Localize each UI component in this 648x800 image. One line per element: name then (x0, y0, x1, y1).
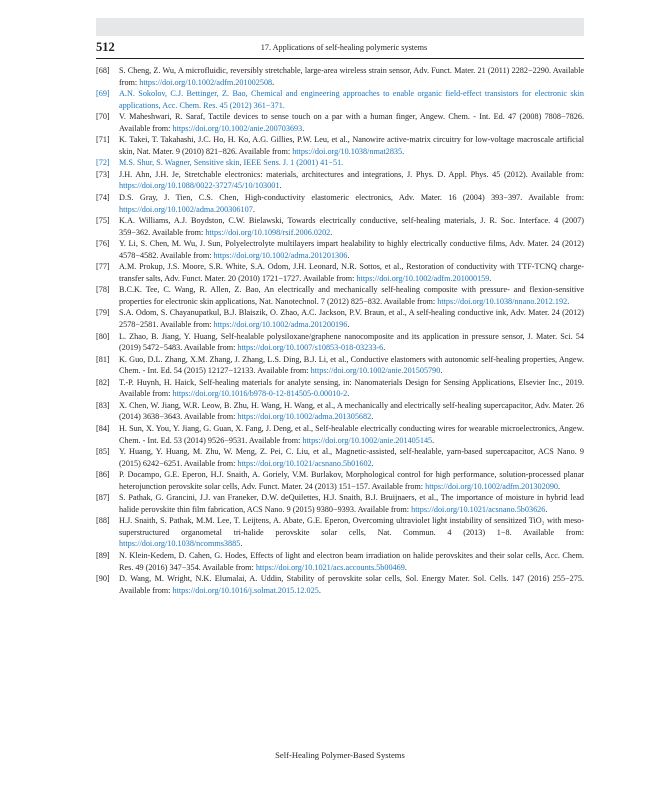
reference-text: D. Wang, M. Wright, N.K. Elumalai, A. Uddin, Stability of perovskite solar cells, Sol. Energy Mater. Sol. Cells. 147 (2016) 255−275. Available from: (119, 574, 584, 595)
reference-item (96, 261, 584, 284)
reference-item (96, 88, 584, 111)
reference-item (96, 515, 584, 550)
reference-item (96, 192, 584, 215)
reference-item (96, 331, 584, 354)
reference-text: X. Chen, W. Jiang, W.R. Leow, B. Zhu, H. Wang, H. Wang, et al., A mechanically and electrically self-healing supercapacitor, Adv. Mater. 26 (2014) 3638−3643. Available from: (119, 400, 584, 422)
reference-end-punctuation: . (545, 504, 548, 514)
reference-item (96, 307, 584, 330)
reference-item (96, 111, 584, 134)
reference-item (96, 134, 584, 157)
doi-link[interactable]: https://doi.org/10.1038/nmat2835 (292, 146, 403, 156)
reference-end-punctuation: . (489, 273, 492, 283)
doi-link[interactable]: https://doi.org/10.1016/b978-0-12-814505-0.00010-2 (172, 389, 348, 399)
reference-end-punctuation: . (347, 389, 350, 399)
reference-end-punctuation: . (440, 366, 443, 376)
doi-link[interactable]: https://doi.org/10.1002/adfm.201002508 (139, 77, 273, 87)
reference-text: K. Guo, D.L. Zhang, X.M. Zhang, J. Zhang, L.S. Ding, B.J. Li, et al., Conductive elastomers with autonomic self-healing properties, Angew. Chem. - Int. Ed. 54 (2015) 12127−12133. Available from: (119, 354, 584, 376)
reference-item (96, 238, 584, 261)
reference-text: Y. Huang, Y. Huang, M. Zhu, W. Meng, Z. Pei, C. Liu, et al., Magnetic-assisted, self-healable, yarn-based supercapacitor, ACS Nano. 9 (2015) 6242−6251. Available from: (119, 447, 584, 468)
reference-number: [81] (96, 354, 110, 364)
doi-link[interactable]: https://doi.org/10.1088/0022-3727/45/10/103001 (119, 181, 280, 191)
reference-number: [80] (96, 331, 110, 341)
running-head: 17. Applications of self-healing polymeric systems (260, 43, 428, 52)
doi-link[interactable]: https://doi.org/10.1002/anie.200703693 (172, 123, 303, 133)
reference-item (96, 492, 584, 515)
page-number: 512 (96, 40, 115, 54)
reference-item (96, 284, 584, 307)
reference-number: [85] (96, 447, 110, 457)
reference-end-punctuation: . (279, 181, 282, 191)
reference-item (96, 469, 584, 492)
reference-number: [79] (96, 308, 110, 318)
reference-number: [70] (96, 112, 110, 122)
doi-link[interactable]: https://doi.org/10.1098/rsif.2006.0202 (205, 227, 331, 237)
reference-number: [71] (96, 135, 110, 145)
reference-text: N. Klein-Kedem, D. Cahen, G. Hodes, Effects of light and electron beam irradiation on halide perovskites and their solar cells, Acc. Chem. Res. 49 (2016) 347−354. Available from: (119, 550, 584, 572)
reference-end-punctuation: . (347, 320, 350, 330)
reference-end-punctuation: . (318, 585, 321, 595)
reference-end-punctuation: . (432, 435, 435, 445)
reference-text: A.N. Sokolov, C.J. Bettinger, Z. Bao, Chemical and engineering approaches to enable organic field-effect transistors for electronic skin applications, Acc. Chem. Res. 45 (2012) 361−371. (119, 89, 584, 110)
doi-link[interactable]: https://doi.org/10.1002/anie.201405145 (302, 435, 433, 445)
reference-end-punctuation: . (302, 123, 305, 133)
reference-item (96, 377, 584, 400)
reference-list (96, 65, 584, 596)
reference-text: V. Maheshwari, R. Saraf, Tactile devices to sense touch on a par with a human finger, Angew. Chem. - Int. Ed. 47 (2008) 7808−7826. Available from: (119, 112, 584, 133)
reference-item (96, 157, 584, 169)
reference-end-punctuation: . (371, 458, 374, 468)
doi-link[interactable]: https://doi.org/10.1002/adfm.201000159 (356, 273, 490, 283)
reference-number: [76] (96, 239, 110, 249)
header-rule (96, 58, 584, 59)
reference-text: B.C.K. Tee, C. Wang, R. Allen, Z. Bao, An electrically and mechanically self-healing composite with pressure- and flexion-sensitive properties for electronic skin applications, Nat. Nanotechnol. 7 (2012) 825−832. Available from: (119, 285, 584, 306)
reference-text: D.S. Gray, J. Tien, C.S. Chen, High-conductivity elastomeric electronics, Adv. Mater. 16 (2004) 393−397. Available from: (119, 193, 584, 203)
doi-link[interactable]: https://doi.org/10.1002/anie.201505790 (310, 366, 441, 376)
doi-link[interactable]: https://doi.org/10.1002/adma.201201306 (213, 250, 348, 260)
reference-text: P. Docampo, G.E. Eperon, H.J. Snaith, A. Goriely, V.M. Burlakov, Morphological control for high performance, solution-processed planar heterojunction perovskite solar cells, Adv. Funct. Mater. 24 (2013) 151−157. Available from: (119, 470, 584, 491)
reference-end-punctuation: . (330, 227, 333, 237)
reference-number: [72] (96, 158, 110, 168)
reference-item (96, 169, 584, 192)
reference-text: H. Sun, X. You, Y. Jiang, G. Guan, X. Fang, J. Deng, et al., Self-healable electrically conducting wires for wearable microelectronics, Angew. Chem. - Int. Ed. 53 (2014) 9526−9531. Available from: (119, 423, 584, 445)
doi-link[interactable]: https://doi.org/10.1038/nnano.2012.192 (437, 296, 568, 306)
doi-link[interactable]: https://doi.org/10.1002/adfm.201302090 (425, 481, 559, 491)
reference-number: [89] (96, 550, 110, 560)
reference-item (96, 423, 584, 446)
doi-link[interactable]: https://doi.org/10.1021/acsnano.5b03626 (411, 504, 546, 514)
reference-text: H.J. Snaith, S. Pathak, M.M. Lee, T. Leijtens, A. Abate, G.E. Eperon, Overcoming ultraviolet light instability of sensitized TiO₂ with meso-superstructured organometal tri-halide perovskite solar cells, Nat. Commun. 4 (2013) 1−8. Available from: (119, 516, 584, 537)
doi-link[interactable]: https://doi.org/10.1002/adma.201305682 (237, 412, 372, 422)
reference-number: [75] (96, 216, 110, 226)
reference-text: S. Pathak, G. Grancini, J.J. van Franeker, D.W. deQuilettes, H.J. Snaith, B.J. Bruijnaers, et al., The importance of moisture in hybrid lead halide perovskite thin film fabrication, ACS Nano. 9 (2015) 9380−9393. Available from: (119, 493, 584, 514)
reference-number: [88] (96, 516, 110, 526)
reference-text: K.A. Williams, A.J. Boydston, C.W. Bielawski, Towards electrically conductive, self-healing materials, J. R. Soc. Interface. 4 (2007) 359−362. Available from: (119, 216, 584, 237)
footer-book-title: Self-Healing Polymer-Based Systems (275, 750, 405, 760)
reference-text: L. Zhao, B. Jiang, Y. Huang, Self-healable polysiloxane/graphene nanocomposite and its application in pressure sensor, J. Mater. Sci. 54 (2019) 5472−5483. Available from: (119, 331, 584, 353)
reference-number: [86] (96, 470, 110, 480)
reference-item (96, 354, 584, 377)
reference-number: [68] (96, 66, 110, 75)
reference-item (96, 65, 584, 88)
reference-text: J.H. Ahn, J.H. Je, Stretchable electronics: materials, architectures and integrations, J. Phys. D. Appl. Phys. 45 (2012). Available from: (119, 169, 584, 179)
reference-end-punctuation: . (383, 343, 386, 353)
reference-number: [78] (96, 285, 110, 295)
reference-text: S. Cheng, Z. Wu, A microfluidic, reversibly stretchable, large-area wireless strain sensor, Adv. Funct. Mater. 21 (2011) 2282−2290. Available from: (119, 66, 584, 87)
reference-end-punctuation: . (402, 146, 405, 156)
reference-end-punctuation: . (558, 481, 561, 491)
reference-text: K. Takei, T. Takahashi, J.C. Ho, H. Ko, A.G. Gillies, P.W. Leu, et al., Nanowire active-matrix circuitry for low-voltage macroscale artificial skin, Nat. Mater. 9 (2010) 821−826. Available from: (119, 135, 584, 156)
reference-number: [82] (96, 377, 110, 387)
reference-item (96, 573, 584, 596)
reference-end-punctuation: . (347, 250, 350, 260)
reference-end-punctuation: . (567, 296, 570, 306)
reference-number: [90] (96, 574, 110, 584)
reference-end-punctuation: . (252, 204, 255, 214)
reference-item (96, 550, 584, 573)
reference-text: A.M. Prokup, J.S. Moore, S.R. White, S.A. Odom, J.H. Leonard, N.R. Sottos, et al., Restoration of conductivity with TTF-TCNQ charge-transfer salts, Adv. Funct. Mater. 20 (2010) 1721−1727. Available from: (119, 262, 584, 283)
reference-text: M.S. Shur, S. Wagner, Sensitive skin, IEEE Sens. J. 1 (2001) 41−51. (119, 158, 344, 168)
reference-text: Y. Li, S. Chen, M. Wu, J. Sun, Polyelectrolyte multilayers impart healability to highly electrically conductive films, Adv. Mater. 24 (2012) 4578−4582. Available from: (119, 239, 584, 260)
header-bar (96, 18, 584, 36)
doi-link[interactable]: https://doi.org/10.1007/s10853-018-03233-6 (237, 343, 384, 353)
doi-link[interactable]: https://doi.org/10.1002/adma.201200196 (213, 320, 348, 330)
doi-link[interactable]: https://doi.org/10.1021/acsnano.5b01602 (237, 458, 372, 468)
reference-number: [87] (96, 493, 110, 503)
reference-text: S.A. Odom, S. Chayanupatkul, B.J. Blaiszik, O. Zhao, A.C. Jackson, P.V. Braun, et al., A self-healing conductive ink, Adv. Mater. 24 (2012) 2578−2581. Available from: (119, 308, 584, 330)
doi-link[interactable]: https://doi.org/10.1016/j.solmat.2015.12.025 (172, 585, 319, 595)
reference-end-punctuation: . (404, 562, 407, 572)
reference-number: [83] (96, 400, 110, 410)
reference-number: [73] (96, 169, 110, 179)
reference-end-punctuation: . (272, 77, 275, 87)
doi-link[interactable]: https://doi.org/10.1021/acs.accounts.5b00469 (255, 562, 405, 572)
reference-number: [69] (96, 89, 110, 99)
reference-number: [77] (96, 262, 110, 272)
doi-link[interactable]: https://doi.org/10.1038/ncomms3885 (119, 539, 241, 549)
reference-number: [74] (96, 193, 110, 203)
reference-item (96, 215, 584, 238)
reference-text: T.-P. Huynh, H. Haick, Self-healing materials for analyte sensing, in: Nanomaterials Design for Sensing Applications, Elsevier Inc., 2019. Available from: (119, 377, 584, 399)
reference-item (96, 400, 584, 423)
reference-number: [84] (96, 423, 110, 433)
doi-link[interactable]: https://doi.org/10.1002/adma.200306107 (119, 204, 253, 214)
reference-end-punctuation: . (371, 412, 374, 422)
reference-item (96, 446, 584, 469)
reference-end-punctuation: . (240, 539, 243, 549)
